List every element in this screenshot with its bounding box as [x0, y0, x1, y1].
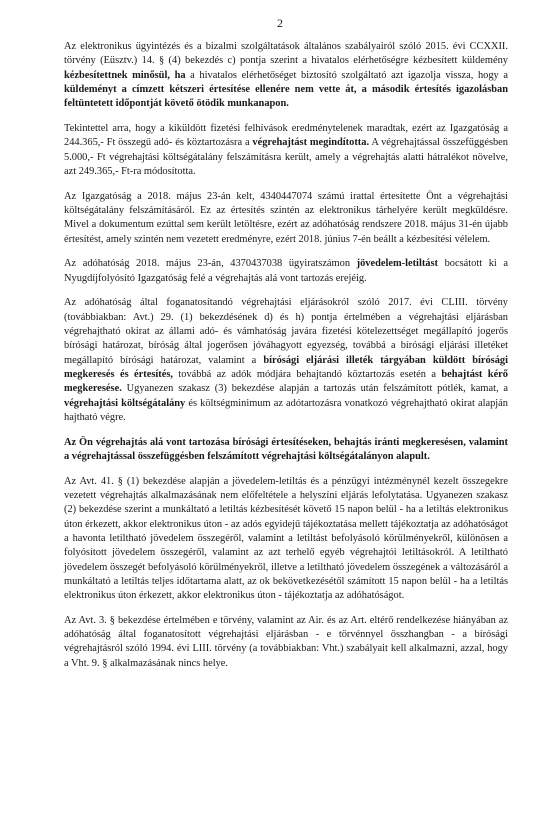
paragraph: Az Igazgatóság a 2018. május 23-án kelt, 4340447074 számú irattal értesítette Önt a végrehajtási költségátalány felszámításáról. Ez az értesítés szintén az elektronikus tárhelyére került megküldésre. Mivel a dokumentum ezúttal sem került letöltésre, ezért az adóhatóság rendszere 2018. május 31-én újabb értesítést, amely szintén nem vezetett eredményre, ezért 2018. június 7-én beállt a kézbesítési vélelem. [64, 190, 508, 245]
bold-paragraph: Az Ön végrehajtás alá vont tartozása bírósági értesítéseken, behajtás iránti megkeresésen, valamint a végrehajtással összefüggésben felszámított végrehajtási költségátalányon alapult. [64, 436, 508, 462]
paragraph: Az adóhatóság által foganatosítandó végrehajtási eljárásokról szóló 2017. évi CLIII. törvény (továbbiakban: Avt.) 29. (1) bekezdésének d) és h) pontja értelmében a végrehajtási eljárásban végrehajtható okirat az állami adó- és vámhatóság javára fizetési kötelezettséget megállapító jogerős bírósági határozat, bíróság által jogerősen jóváhagyott egyezség, továbbá a bírósági eljárási illetéket megállapító bírósági határozat, valamint a bírósági eljárási illeték tárgyában küldött bírósági megkeresés és értesítés, továbbá az adók módjára behajtandó köztartozás esetén a behajtást kérő megkeresése. Ugyanezen szakasz (3) bekezdése alapján a tartozás után felszámított pótlék, kamat, a végrehajtási költségátalány és költségminimum az adótartozásra vonatkozó végrehajtható okirat alapján hajtható végre. [64, 297, 508, 423]
page-number: 2 [277, 16, 283, 30]
paragraph: Az Avt. 41. § (1) bekezdése alapján a jövedelem-letiltás és a pénzügyi intézménynél kezelt összegekre vezetett végrehajtás alkalmazásának nem előfeltétele a helyszíni eljárás lefolytatása. Ugyanezen szakasz (2) bekezdése szerint a munkáltató a letiltás kézbesítését követő 15 napon belül - ha a letiltás elektronikus úton érkezett, akkor elektronikus úton - az adós egyidejű tájékoztatása mellett tájékoztatja az adóhatóságot a havonta letiltható jövedelem összegéről, valamint a letiltást befolyásoló körülményekről, különösen a folyósított jövedelem összegéről, valamint az azt terhelő egyéb végrehajtói letiltásokról. A letiltható jövedelem összegét befolyásoló körülményekről, illetve a letiltható jövedelem összegének a változásáról a munkáltató a letiltás teljes időtartama alatt, az ok bekövetkezésétől számított 15 napon belül - ha a letiltás elektronikus úton érkezett, akkor elektronikus úton - tájékoztatja az adóhatóságot. [64, 475, 508, 602]
paragraph: Az Avt. 3. § bekezdése értelmében e törvény, valamint az Air. és az Art. eltérő rendelkezése hiányában az adóhatóság által foganatosított végrehajtási eljárásban - e törvénnyel összhangban - a bírósági végrehajtásról szóló 1994. évi LIII. törvény (a továbbiakban: Vht.) szabályait kell alkalmazni, azzal, hogy a Vht. 9. § alkalmazásának nincs helye. [64, 614, 508, 669]
paragraph: Az adóhatóság 2018. május 23-án, 4370437038 ügyiratszámon jövedelem-letiltást bocsátott ki a Nyugdíjfolyósító Igazgatóság felé a végrehajtás alá vont tartozás erejéig. [64, 258, 508, 284]
paragraph: Az elektronikus ügyintézés és a bizalmi szolgáltatások általános szabályairól szóló 2015. évi CCXXII. törvény (Eüsztv.) 14. § (4) bekezdés c) pontja szerint a hivatalos elérhetőségre kézbesített küldemény kézbesítettnek minősül, ha a hivatalos elérhetőséget biztosító szolgáltató azt igazolja vissza, hogy a küldeményt a címzett kétszeri értesítése ellenére nem vette át, a második értesítés igazolásban feltüntetett időpontját követő ötödik munkanapon. [64, 41, 508, 110]
paragraph: Tekintettel arra, hogy a kiküldött fizetési felhívások eredménytelenek maradtak, ezért az Igazgatóság a 244.365,- Ft összegű adó- és köztartozásra a végrehajtást megindította. A végrehajtással összefüggésben 5.000,- Ft végrehajtási költségátalány felszámításra került, amely a végrehajtás alatti hátralékot növelve, azt 249.365,- Ft-ra módosította. [64, 122, 508, 177]
document-body [64, 40, 508, 682]
